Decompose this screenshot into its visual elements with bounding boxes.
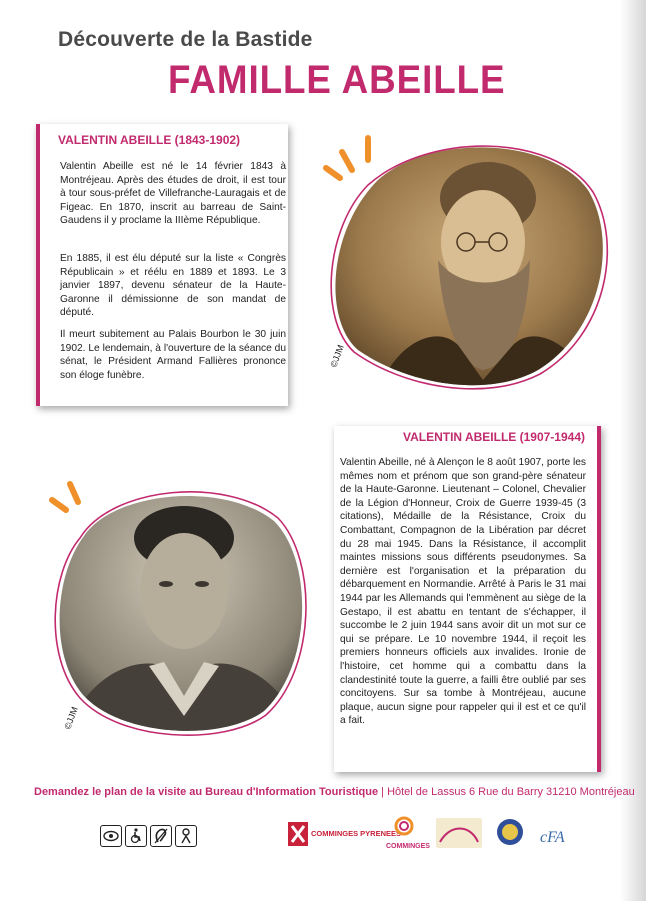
partner-logos — [284, 812, 604, 862]
visual-impairment-icon — [100, 825, 122, 847]
section-heading-1907: VALENTIN ABEILLE (1907-1944) — [402, 430, 585, 444]
page-title: FAMILLE ABEILLE — [168, 58, 506, 102]
footer-address: | Hôtel de Lassus 6 Rue du Barry 31210 Montréjeau — [378, 786, 635, 798]
portrait-valentin-abeille-senator — [318, 130, 618, 390]
svg-text:COMMINGES PYRENEES: COMMINGES PYRENEES — [311, 829, 402, 838]
biography-card-1843 — [36, 124, 288, 406]
accessibility-icons — [100, 825, 197, 847]
page-subtitle: Découverte de la Bastide — [58, 28, 313, 51]
biography-paragraph-1: Valentin Abeille est né le 14 février 1843 à Montréjeau. Après des études de droit, il est tour à tour sous-préfet de Villefranche-Lauragais et de Figeac. En 1870, inscrit au barreau de Saint-Gaudens il y proclame la IIIème République. — [60, 161, 286, 227]
page-edge-shadow — [620, 0, 646, 901]
photo-credit-1: ©JJM — [328, 343, 346, 369]
crest-logo — [497, 819, 523, 845]
portrait-valentin-abeille-resistant — [44, 466, 316, 740]
cfa-logo — [540, 829, 565, 846]
section-heading-1843: VALENTIN ABEILLE (1843-1902) — [58, 133, 241, 147]
biography-paragraph-3: Il meurt subitement au Palais Bourbon le 30 juin 1902. Le lendemain, à l'ouverture de la séance du sénat, le Président Armand Fallières prononce son éloge funèbre. — [60, 329, 286, 381]
footer-info-line — [34, 786, 635, 798]
biography-paragraph-2: En 1885, il est élu député sur la liste « Congrès Républicain » et réélu en 1889 et 1893. Le 3 janvier 1897, devenu sénateur de la Haute-Garonne il démissionne de son mandat de député. — [60, 253, 286, 319]
biography-card-1907 — [334, 426, 601, 772]
biography-paragraph-4: Valentin Abeille, né à Alençon le 8 août 1907, porte les mêmes nom et prénom que son grand-père sénateur de la Haute-Garonne. Lieutenant – Colonel, Chevalier de la Légion d'Honneur, Croix de Guerre 1939-45 (3 citations), Médaille de la Résistance, Croix du Combattant, Compagnon de la Libération par décret du 28 mai 1945. Dans la Résistance, il accomplit maintes missions sous différents pseudonymes. Sa dernière est l'organisation et la préparation du débarquement en Normandie. Arrêté à Paris le 31 mai 1944 par les Allemands qui l'emmènent au siège de la Gestapo, il est abattu en tentant de s'échapper, il succombe le 2 juin 1944 sans avoir dit un mot sur ce qui se prépare. Le 10 novembre 1944, il reçoit les premiers honneurs officiels aux invalides. Ironie de l'histoire, cet homme qui a combattu dans la clandestinité toute la guerre, a failli être oublié par ses concitoyens. Sur sa tombe à Montréjeau, aucune plaque, aucun signe pour rappeler qui il est et ce qu'il a fait. — [340, 457, 586, 727]
mental-disability-icon — [175, 825, 197, 847]
photo-credit-2: ©JJM — [62, 705, 80, 731]
footer-visit-request: Demandez le plan de la visite au Bureau d'Information Touristique — [34, 786, 379, 798]
svg-text:cFA: cFA — [540, 829, 565, 846]
comminges-pyrenees-logo — [288, 822, 401, 846]
montrejeau-logo — [436, 818, 482, 848]
wheelchair-icon — [125, 825, 147, 847]
hearing-impairment-icon — [150, 825, 172, 847]
svg-text:COMMINGES: COMMINGES — [386, 843, 430, 850]
